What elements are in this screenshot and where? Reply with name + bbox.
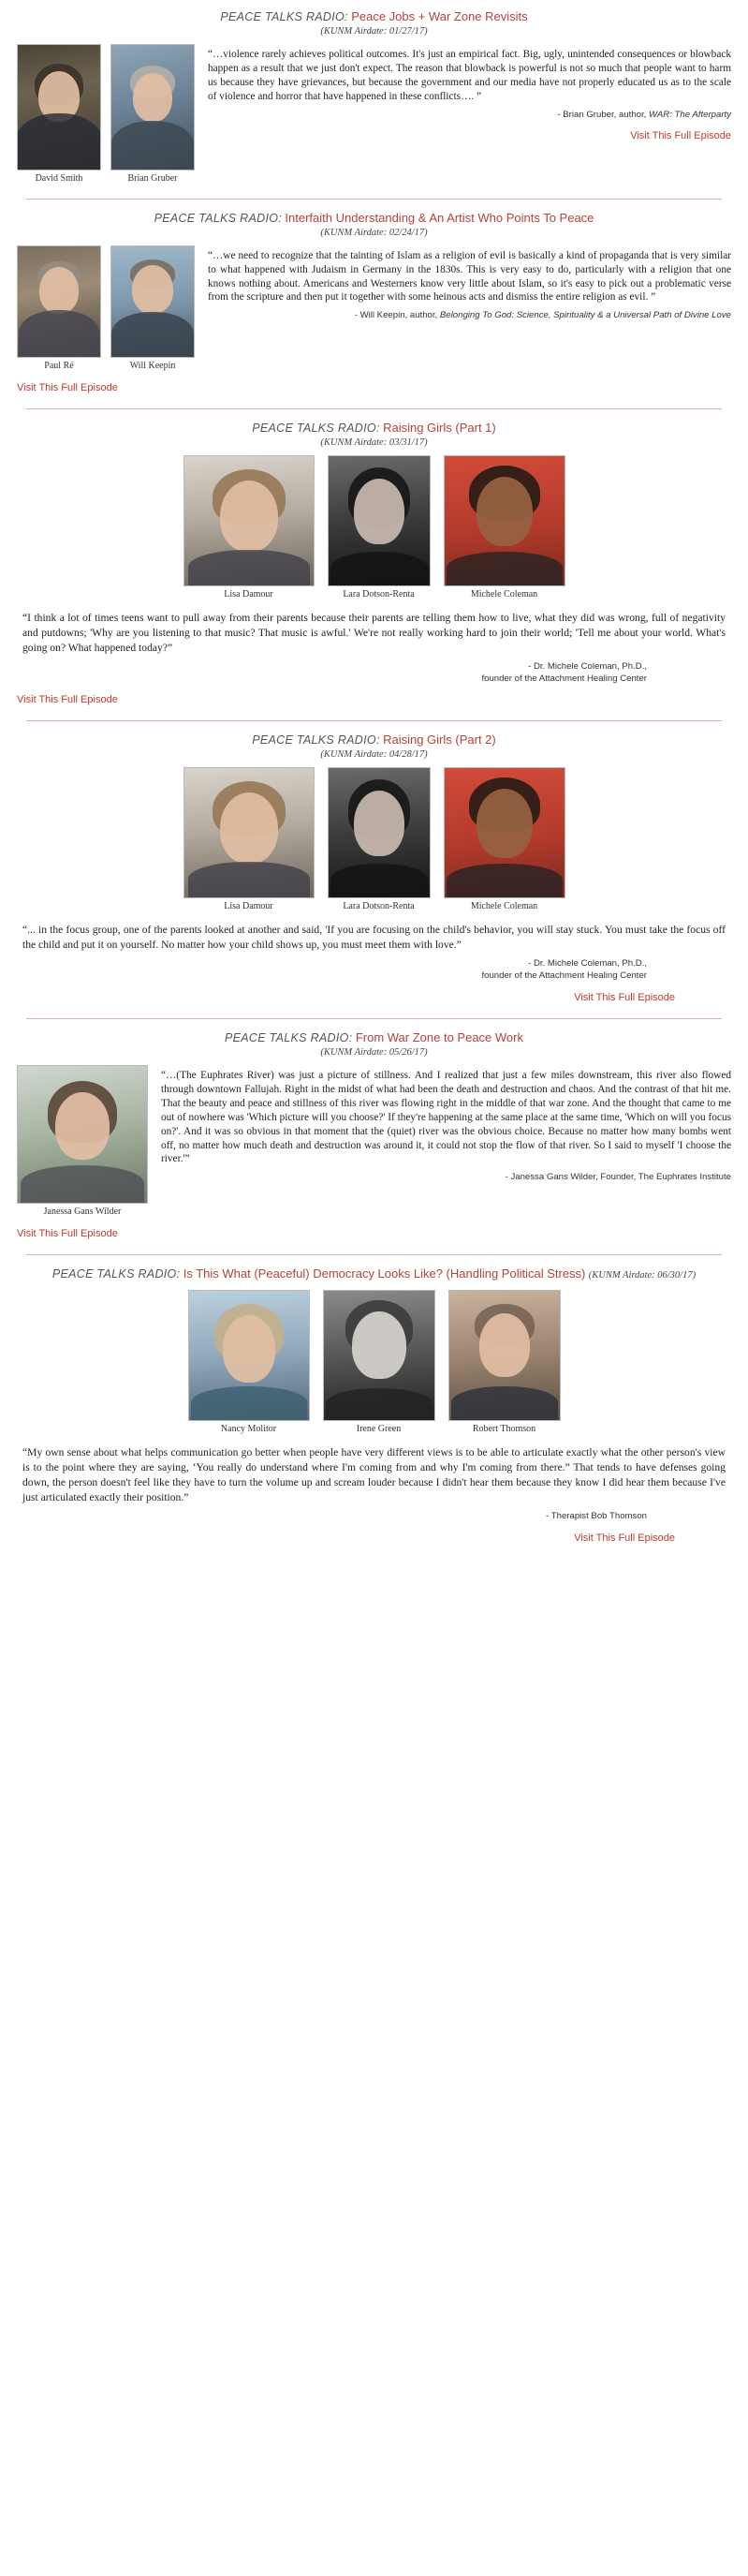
person-cell xyxy=(323,1290,435,1436)
visit-full-episode-link[interactable]: Visit This Full Episode xyxy=(630,130,731,142)
photo-group xyxy=(17,1290,731,1436)
attribution-work: WAR: The Afterparty xyxy=(649,109,731,120)
photo-group xyxy=(17,1065,148,1219)
person-cell xyxy=(183,767,315,913)
person-cell xyxy=(17,245,101,373)
episode-title: From War Zone to Peace Work xyxy=(355,1030,523,1045)
attribution-main: - Therapist Bob Thomson xyxy=(546,1510,647,1521)
quote-block xyxy=(195,44,731,144)
person-name: Robert Thomson xyxy=(472,1423,536,1434)
episode-peace-jobs-war-zone-revisits xyxy=(0,0,748,185)
quote-block xyxy=(148,1065,731,1184)
episode-header: PEACE TALKS RADIO: From War Zone to Peace Work (KUNM Airdate: 05/26/17) xyxy=(17,1030,731,1058)
person-name: Janessa Gans Wilder xyxy=(43,1207,122,1218)
person-name: Nancy Molitor xyxy=(220,1423,277,1434)
portrait-michele-coleman xyxy=(444,455,565,586)
portrait-irene-green xyxy=(323,1290,435,1421)
episode-title: Raising Girls (Part 1) xyxy=(383,420,496,435)
person-name: Will Keepin xyxy=(129,360,176,371)
person-cell xyxy=(444,767,565,913)
brand-label: PEACE TALKS RADIO xyxy=(51,1267,177,1281)
episode-raising-girls-part-1 xyxy=(0,421,748,708)
portrait-janessa-gans-wilder xyxy=(17,1065,148,1204)
photo-group xyxy=(17,767,731,913)
section-divider xyxy=(26,408,722,409)
portrait-michele-coleman xyxy=(444,767,565,898)
section-divider xyxy=(26,1254,722,1255)
visit-full-episode-link[interactable]: Visit This Full Episode xyxy=(17,1228,118,1240)
episode-link-wrap xyxy=(17,378,731,395)
quote-text: “…we need to recognize that the tainting of Islam as a religion of evil is basically a kind of propaganda that is very similar to what happened with Judaism in Germany in the 1830s. This is very easy to do, particularly with a religion that one knows nothing about. Americans and Westerners know very little about Islam, so it's easy to pick out a problematic verse from the scripture and then put it together with some heinous acts and dismiss the entire religion as evil. ” xyxy=(208,249,731,303)
episode-link-wrap xyxy=(17,1529,731,1559)
portrait-lisa-damour xyxy=(183,455,315,586)
quote-block xyxy=(195,245,731,323)
person-cell xyxy=(183,455,315,601)
episode-header: PEACE TALKS RADIO: Raising Girls (Part 1) (KUNM Airdate: 03/31/17) xyxy=(17,421,731,448)
episode-airdate: (KUNM Airdate: 04/28/17) xyxy=(320,749,428,761)
portrait-paul-re xyxy=(17,245,101,358)
episode-link-wrap xyxy=(17,690,731,707)
person-name: Paul Ré xyxy=(44,360,74,371)
episode-link-wrap xyxy=(208,126,731,143)
quote-text: “My own sense about what helps communication go better when people have very different views is to be able to articulate exactly what the other person's view is to the point where they are saying, ‘You really do understand where I'm coming from and why I'm coming from there.” That tends to have defenses going down, the person doesn't feel like they have to turn the volume up and scream louder because I didn't hear them because they know I did hear them because I've just articulated exactly their position.” xyxy=(22,1445,726,1503)
attribution-main: - Brian Gruber, author, xyxy=(557,109,647,120)
portrait-lara-dotson-renta xyxy=(328,455,431,586)
episode-title: Is This What (Peaceful) Democracy Looks Like? (Handling Political Stress) xyxy=(183,1266,586,1281)
section-divider xyxy=(26,1018,722,1019)
quote-attribution xyxy=(208,310,731,322)
episode-header: PEACE TALKS RADIO: Raising Girls (Part 2) (KUNM Airdate: 04/28/17) xyxy=(17,733,731,760)
episode-airdate: (KUNM Airdate: 02/24/17) xyxy=(320,227,428,238)
attribution-main: - Dr. Michele Coleman, Ph.D., xyxy=(528,660,647,672)
attribution-work: founder of the Attachment Healing Center xyxy=(481,970,647,982)
section-divider xyxy=(26,199,722,200)
quote-attribution xyxy=(17,661,647,686)
person-name: Lisa Damour xyxy=(224,588,273,600)
section-divider xyxy=(26,720,722,721)
portrait-nancy-molitor xyxy=(188,1290,310,1421)
visit-full-episode-link[interactable]: Visit This Full Episode xyxy=(17,694,118,706)
episode-interfaith-understanding xyxy=(0,211,748,395)
episode-body xyxy=(17,1065,731,1219)
brand-label: PEACE TALKS RADIO xyxy=(224,1031,349,1045)
person-name: Michele Coleman xyxy=(470,588,538,600)
visit-full-episode-link[interactable]: Visit This Full Episode xyxy=(574,992,675,1004)
visit-full-episode-link[interactable]: Visit This Full Episode xyxy=(17,381,118,393)
brand-label: PEACE TALKS RADIO xyxy=(252,421,376,435)
quote-attribution xyxy=(161,1172,731,1184)
quote-text: “I think a lot of times teens want to pull away from their parents because their parents are telling them how to live, what they did was wrong, full of negativity and putdowns; 'Why are you listening to that music? That music is awful.' We're not really working hard to join their world; 'Tell me about your world. What's going on? What happened today?” xyxy=(22,611,726,654)
quote-text: “…(The Euphrates River) was just a picture of stillness. And I realized that just a few miles downstream, this river also flowed through downtown Fallujah. Right in the midst of what had been the death and destruction and chaos. And the contrast of that hit me. That the beauty and peace and stillness of this river was flowing right in the middle of that war zone. And the thought that came to me out of nowhere was 'Which picture will you choose?' If they're happening at the same place at the same time, 'Which on will you focus on?'. And it was so obvious in that moment that the (quiet) river was the obvious choice. Because no matter how many bombs went off, no matter how much death and destruction was around it, it could not stop the flow of that river. So I said to myself 'I choose the river.'” xyxy=(161,1070,731,1165)
episode-airdate: (KUNM Airdate: 06/30/17) xyxy=(588,1270,697,1281)
portrait-lisa-damour xyxy=(183,767,315,898)
person-cell xyxy=(17,44,101,185)
episode-header: PEACE TALKS RADIO: Interfaith Understanding & An Artist Who Points To Peace (KUNM Airdate: 02/24/17) xyxy=(17,211,731,238)
episode-peaceful-democracy-political-stress xyxy=(0,1266,748,1559)
person-cell xyxy=(328,455,431,601)
episode-link-wrap xyxy=(17,1224,731,1241)
person-cell xyxy=(444,455,565,601)
episode-body xyxy=(17,245,731,373)
episode-airdate: (KUNM Airdate: 01/27/17) xyxy=(320,25,428,37)
quote-attribution xyxy=(208,110,731,122)
portrait-david-smith xyxy=(17,44,101,170)
portrait-lara-dotson-renta xyxy=(328,767,431,898)
episode-raising-girls-part-2 xyxy=(0,733,748,1005)
person-name: Michele Coleman xyxy=(470,901,538,912)
photo-group xyxy=(17,455,731,601)
photo-group xyxy=(17,245,195,373)
episode-title: Raising Girls (Part 2) xyxy=(383,733,496,748)
photo-group xyxy=(17,44,195,185)
person-name: Lisa Damour xyxy=(224,901,273,912)
person-cell xyxy=(328,767,431,913)
episode-from-war-zone-to-peace-work xyxy=(0,1030,748,1241)
brand-label: PEACE TALKS RADIO xyxy=(220,10,345,23)
attribution-main: - Janessa Gans Wilder, Founder, The Euphrates Institute xyxy=(505,1172,731,1183)
person-name: David Smith xyxy=(35,172,83,184)
brand-label: PEACE TALKS RADIO xyxy=(252,733,376,748)
portrait-will-keepin xyxy=(110,245,195,358)
attribution-main: - Will Keepin, author, xyxy=(354,310,438,321)
episode-airdate: (KUNM Airdate: 03/31/17) xyxy=(320,437,428,448)
quote-attribution xyxy=(17,958,647,983)
episode-title: Interfaith Understanding & An Artist Who Points To Peace xyxy=(285,210,594,225)
attribution-work: Belonging To God: Science, Spirituality & a Universal Path of Divine Love xyxy=(439,310,731,321)
attribution-main: - Dr. Michele Coleman, Ph.D., xyxy=(528,958,647,970)
person-cell xyxy=(110,245,195,373)
quote-text: “... in the focus group, one of the parents looked at another and said, 'If you are focusing on the child's behavior, you will stay stuck. You must take the focus off the child and put it on yourself. No matter how your child shows up, you must meet them with love.” xyxy=(22,924,726,952)
episode-header: PEACE TALKS RADIO: Peace Jobs + War Zone Revisits (KUNM Airdate: 01/27/17) xyxy=(17,9,731,37)
episode-header: PEACE TALKS RADIO: Is This What (Peaceful) Democracy Looks Like? (Handling Political Stress) (KUNM Airdate: 06/30/17) xyxy=(51,1266,697,1281)
person-cell xyxy=(448,1290,561,1436)
brand-label: PEACE TALKS RADIO xyxy=(154,211,279,225)
person-name: Irene Green xyxy=(356,1423,402,1434)
portrait-brian-gruber xyxy=(110,44,195,170)
quote-attribution xyxy=(17,1511,647,1523)
episode-title: Peace Jobs + War Zone Revisits xyxy=(351,9,528,23)
person-name: Lara Dotson-Renta xyxy=(343,901,415,912)
attribution-work: founder of the Attachment Healing Center xyxy=(481,673,647,684)
person-name: Lara Dotson-Renta xyxy=(343,588,415,600)
episode-body xyxy=(17,44,731,185)
portrait-robert-thomson xyxy=(448,1290,561,1421)
person-name: Brian Gruber xyxy=(127,172,178,184)
visit-full-episode-link[interactable]: Visit This Full Episode xyxy=(574,1532,675,1544)
person-cell xyxy=(188,1290,310,1436)
person-cell xyxy=(17,1065,148,1219)
quote-text: “…violence rarely achieves political outcomes. It's just an empirical fact. Big, ugly, unintended consequences or blowback happen as a result that we just don't expect. The reason that blowback is powerful is not so much that people want to harm us because they have grievances, but because the government and our media have not properly educated us as to the scale of violence and horror that have happened in these conflicts…. ” xyxy=(208,48,731,102)
episode-airdate: (KUNM Airdate: 05/26/17) xyxy=(320,1047,428,1059)
episode-link-wrap xyxy=(17,988,731,1005)
person-cell xyxy=(110,44,195,185)
